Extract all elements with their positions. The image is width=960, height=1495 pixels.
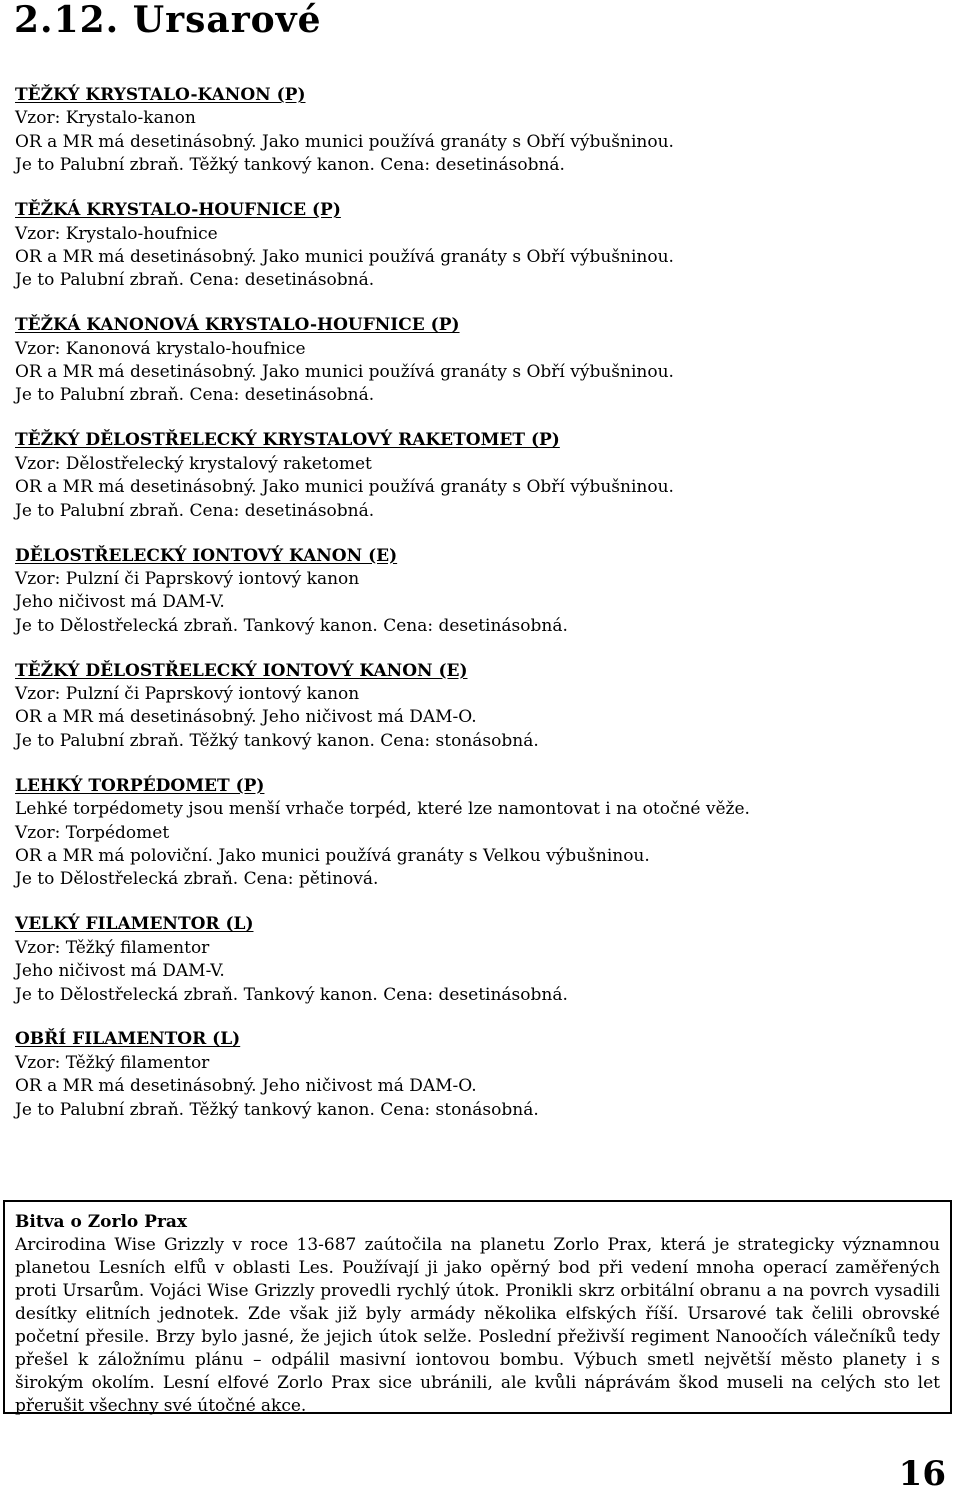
entry-heading: DĚLOSTŘELECKÝ IONTOVÝ KANON (E) xyxy=(15,545,398,566)
weapon-entry xyxy=(15,913,945,1007)
weapon-entry xyxy=(15,314,945,408)
entry-line: OR a MR má desetinásobný. Jako munici používá granáty s Obří výbušninou. xyxy=(15,246,674,267)
entry-heading: TĚŽKÝ DĚLOSTŘELECKÝ KRYSTALOVÝ RAKETOMET (P) xyxy=(15,430,560,451)
entry-line: Je to Palubní zbraň. Cena: desetinásobná. xyxy=(15,270,375,291)
entry-line: Vzor: Krystalo-houfnice xyxy=(15,223,218,244)
weapon-entry xyxy=(15,429,945,523)
weapon-entry xyxy=(15,199,945,293)
entry-line: Je to Dělostřelecká zbraň. Cena: pětinová. xyxy=(15,869,379,890)
entry-heading: TĚŽKÝ DĚLOSTŘELECKÝ IONTOVÝ KANON (E) xyxy=(15,660,468,681)
entry-heading: OBŘÍ FILAMENTOR (L) xyxy=(15,1029,241,1050)
entry-line: Vzor: Krystalo-kanon xyxy=(15,108,196,129)
story-box xyxy=(3,1200,952,1414)
entry-line: OR a MR má desetinásobný. Jako munici používá granáty s Obří výbušninou. xyxy=(15,131,674,152)
entry-heading: TĚŽKÝ KRYSTALO-KANON (P) xyxy=(15,85,306,105)
entry-line: OR a MR má desetinásobný. Jeho ničivost má DAM-O. xyxy=(15,707,477,728)
entry-line: Je to Palubní zbraň. Těžký tankový kanon. Cena: desetinásobná. xyxy=(15,155,565,176)
entry-line: Vzor: Torpédomet xyxy=(15,822,170,843)
entry-line: Lehké torpédomety jsou menší vrhače torpéd, které lze namontovat i na otočné věže. xyxy=(15,799,750,820)
entry-line: OR a MR má desetinásobný. Jako munici používá granáty s Obří výbušninou. xyxy=(15,477,674,498)
weapon-entry xyxy=(15,1028,945,1122)
entry-line: Je to Palubní zbraň. Těžký tankový kanon. Cena: stonásobná. xyxy=(15,1099,539,1120)
story-title: Bitva o Zorlo Prax xyxy=(15,1212,188,1232)
weapon-entry xyxy=(15,660,945,754)
entry-line: Vzor: Pulzní či Paprskový iontový kanon xyxy=(15,684,360,705)
entry-line: OR a MR má desetinásobný. Jako munici používá granáty s Obří výbušninou. xyxy=(15,362,674,383)
story-text: Arcirodina Wise Grizzly v roce 13-687 zaútočila na planetu Zorlo Prax, která je strategicky významnou planetou Lesních elfů v oblasti Les. Používají ji jako opěrný bod při vedení mnoha operací zaměřených proti Ursarům. Vojáci Wise Grizzly provedli rychlý útok. Pronikli skrz orbitální obranu a na povrch vysadili desítky elitních jednotek. Zde však již byly armády několika elfských říší. Ursarové tak čelili obrovské početní přesile. Brzy bylo jasné, že jejich útok selže. Poslední přeživší regiment Nanoočích válečníků tedy přešel k záložnímu plánu – odpálil masivní iontovou bombu. Výbuch smetl největší město planety i s širokým okolím. Lesní elfové Zorlo Prax sice ubránili, ale kvůli náprávám škod museli na celých sto let přerušit všechny své útočné akce. xyxy=(15,1235,940,1416)
entry-line: OR a MR má desetinásobný. Jeho ničivost má DAM-O. xyxy=(15,1076,477,1097)
entry-line: Je to Dělostřelecká zbraň. Tankový kanon. Cena: desetinásobná. xyxy=(15,984,568,1005)
entry-heading: TĚŽKÁ KRYSTALO-HOUFNICE (P) xyxy=(15,200,341,221)
entry-line: Vzor: Těžký filamentor xyxy=(15,1052,210,1073)
page-number: 16 xyxy=(898,1454,946,1494)
entry-line: Jeho ničivost má DAM-V. xyxy=(15,961,225,982)
entry-line: Vzor: Kanonová krystalo-houfnice xyxy=(15,338,306,359)
entry-line: Je to Palubní zbraň. Cena: desetinásobná. xyxy=(15,500,375,521)
weapon-entry xyxy=(15,775,945,892)
entry-line: Vzor: Těžký filamentor xyxy=(15,937,210,958)
section-title: 2.12. Ursarové xyxy=(14,0,322,41)
entry-line: Je to Palubní zbraň. Cena: desetinásobná. xyxy=(15,385,375,406)
entry-line: Je to Dělostřelecká zbraň. Tankový kanon. Cena: desetinásobná. xyxy=(15,615,568,636)
entry-line: Jeho ničivost má DAM-V. xyxy=(15,592,225,613)
weapon-entries xyxy=(15,84,945,1144)
entry-heading: TĚŽKÁ KANONOVÁ KRYSTALO-HOUFNICE (P) xyxy=(15,315,460,336)
entry-line: OR a MR má poloviční. Jako munici používá granáty s Velkou výbušninou. xyxy=(15,845,650,866)
entry-line: Vzor: Pulzní či Paprskový iontový kanon xyxy=(15,568,360,589)
weapon-entry xyxy=(15,545,945,639)
entry-line: Vzor: Dělostřelecký krystalový raketomet xyxy=(15,453,372,474)
entry-heading: LEHKÝ TORPÉDOMET (P) xyxy=(15,775,265,796)
entry-heading: VELKÝ FILAMENTOR (L) xyxy=(15,914,254,935)
weapon-entry xyxy=(15,84,945,178)
entry-line: Je to Palubní zbraň. Těžký tankový kanon. Cena: stonásobná. xyxy=(15,730,539,751)
